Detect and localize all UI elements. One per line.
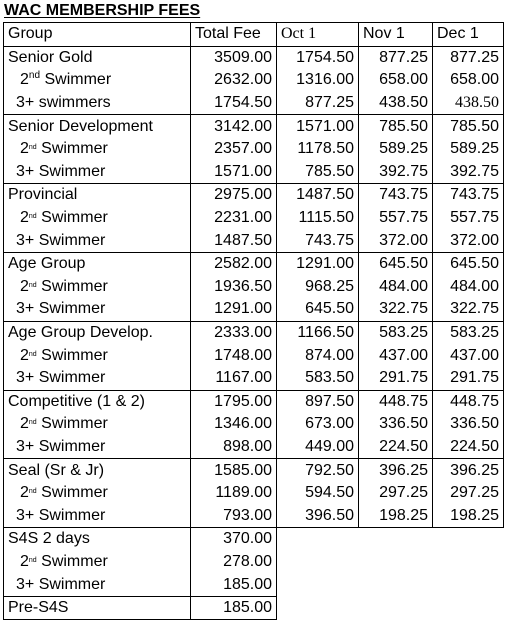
group-name-cell: Provincial (4, 184, 191, 207)
table-row (4, 161, 504, 184)
table-row (4, 482, 504, 505)
sub-tier-cell: 3+ Swimmer (4, 573, 191, 596)
total-fee-cell: 1936.50 (191, 276, 277, 299)
total-fee-cell: 1189.00 (191, 482, 277, 505)
group-name-cell: S4S 2 days (4, 528, 191, 551)
nov-1-cell: 743.75 (359, 184, 433, 207)
nov-1-cell: 785.50 (359, 115, 433, 138)
sub-tier-cell: 3+ Swimmer (4, 436, 191, 459)
nov-1-cell: 557.75 (359, 207, 433, 230)
table-row (4, 252, 504, 275)
nov-1-cell: 291.75 (359, 367, 433, 390)
total-fee-cell: 2333.00 (191, 321, 277, 344)
ordinal-suffix: nd (28, 419, 37, 427)
group-name-cell: Pre-S4S (4, 596, 191, 620)
table-row (4, 184, 504, 207)
ordinal-number: 2 (20, 277, 29, 295)
total-fee-cell: 3509.00 (191, 46, 277, 69)
table-row (4, 459, 504, 482)
empty-cell (359, 596, 433, 620)
ordinal-number: 2 (20, 484, 29, 502)
dec-1-cell: 372.00 (433, 229, 504, 252)
oct-1-cell: 897.50 (277, 390, 359, 413)
table-row (4, 298, 504, 321)
group-name-cell: Senior Development (4, 115, 191, 138)
ordinal-suffix: nd (28, 556, 37, 564)
header-total-fee: Total Fee (191, 23, 277, 47)
table-row (4, 504, 504, 527)
empty-cell (359, 551, 433, 574)
table-row (4, 573, 504, 596)
oct-1-cell: 1487.50 (277, 184, 359, 207)
oct-1-cell: 1316.00 (277, 69, 359, 92)
nov-1-cell: 877.25 (359, 46, 433, 69)
total-fee-cell: 1795.00 (191, 390, 277, 413)
fees-table (3, 22, 504, 620)
empty-cell (277, 573, 359, 596)
total-fee-cell: 1754.50 (191, 92, 277, 115)
empty-cell (277, 551, 359, 574)
dec-1-cell: 198.25 (433, 504, 504, 527)
swimmer-label: Swimmer (36, 277, 108, 295)
dec-1-cell: 392.75 (433, 161, 504, 184)
ordinal-suffix: nd (28, 281, 37, 289)
dec-1-cell: 297.25 (433, 482, 504, 505)
ordinal-number: 2 (20, 71, 29, 89)
oct-1-cell: 673.00 (277, 413, 359, 436)
ordinal-number: 2 (20, 415, 29, 433)
table-row (4, 115, 504, 138)
nov-1-cell: 322.75 (359, 298, 433, 321)
table-row (4, 92, 504, 115)
nov-1-cell: 589.25 (359, 138, 433, 161)
swimmer-label: Swimmer (36, 484, 108, 502)
dec-1-cell: 645.50 (433, 252, 504, 275)
ordinal-suffix: nd (28, 488, 37, 496)
swimmer-label: Swimmer (40, 71, 112, 89)
fees-table-body (4, 46, 504, 620)
total-fee-cell: 2357.00 (191, 138, 277, 161)
oct-1-cell: 1178.50 (277, 138, 359, 161)
swimmer-label: Swimmer (36, 415, 108, 433)
total-fee-cell: 278.00 (191, 551, 277, 574)
dec-1-cell: 224.50 (433, 436, 504, 459)
empty-cell (359, 573, 433, 596)
total-fee-cell: 2231.00 (191, 207, 277, 230)
sub-tier-cell: 3+ Swimmer (4, 504, 191, 527)
table-row (4, 138, 504, 161)
sub-tier-cell (4, 344, 191, 367)
table-row (4, 69, 504, 92)
swimmer-label: Swimmer (36, 552, 108, 570)
group-name-cell: Seal (Sr & Jr) (4, 459, 191, 482)
nov-1-cell: 372.00 (359, 229, 433, 252)
table-row (4, 436, 504, 459)
oct-1-cell: 645.50 (277, 298, 359, 321)
table-row (4, 528, 504, 551)
table-row (4, 276, 504, 299)
total-fee-cell: 185.00 (191, 596, 277, 620)
table-row (4, 344, 504, 367)
sub-tier-cell (4, 482, 191, 505)
sub-tier-cell (4, 551, 191, 574)
sub-tier-cell (4, 69, 191, 92)
group-name-cell: Competitive (1 & 2) (4, 390, 191, 413)
oct-1-cell: 396.50 (277, 504, 359, 527)
total-fee-cell: 2632.00 (191, 69, 277, 92)
empty-cell (433, 528, 504, 551)
oct-1-cell: 1291.00 (277, 252, 359, 275)
header-nov-1: Nov 1 (359, 23, 433, 47)
sub-tier-cell: 3+ Swimmer (4, 367, 191, 390)
group-name-cell: Age Group (4, 252, 191, 275)
group-name-cell: Senior Gold (4, 46, 191, 69)
swimmer-label: Swimmer (36, 346, 108, 364)
total-fee-cell: 1748.00 (191, 344, 277, 367)
empty-cell (433, 573, 504, 596)
header-dec-1: Dec 1 (433, 23, 504, 47)
nov-1-cell: 438.50 (359, 92, 433, 115)
sub-tier-cell (4, 413, 191, 436)
oct-1-cell: 968.25 (277, 276, 359, 299)
sub-tier-cell: 3+ Swimmer (4, 229, 191, 252)
table-row (4, 321, 504, 344)
oct-1-cell: 1754.50 (277, 46, 359, 69)
total-fee-cell: 898.00 (191, 436, 277, 459)
total-fee-cell: 1167.00 (191, 367, 277, 390)
total-fee-cell: 1571.00 (191, 161, 277, 184)
ordinal-suffix: nd (28, 70, 41, 82)
dec-1-cell: 437.00 (433, 344, 504, 367)
total-fee-cell: 185.00 (191, 573, 277, 596)
nov-1-cell: 396.25 (359, 459, 433, 482)
total-fee-cell: 1585.00 (191, 459, 277, 482)
nov-1-cell: 392.75 (359, 161, 433, 184)
oct-1-cell: 1571.00 (277, 115, 359, 138)
nov-1-cell: 224.50 (359, 436, 433, 459)
header-group: Group (4, 23, 191, 47)
table-row (4, 413, 504, 436)
oct-1-cell: 743.75 (277, 229, 359, 252)
dec-1-cell: 557.75 (433, 207, 504, 230)
dec-1-cell: 589.25 (433, 138, 504, 161)
dec-1-cell: 658.00 (433, 69, 504, 92)
page-title: WAC MEMBERSHIP FEES (4, 2, 201, 19)
nov-1-cell: 448.75 (359, 390, 433, 413)
swimmer-label: Swimmer (36, 140, 108, 158)
table-row (4, 390, 504, 413)
empty-cell (277, 528, 359, 551)
header-oct-1: Oct 1 (277, 23, 359, 47)
ordinal-number: 2 (20, 552, 29, 570)
total-fee-cell: 370.00 (191, 528, 277, 551)
dec-1-cell: 396.25 (433, 459, 504, 482)
total-fee-cell: 1487.50 (191, 229, 277, 252)
sub-tier-cell: 3+ Swimmer (4, 298, 191, 321)
oct-1-cell: 874.00 (277, 344, 359, 367)
table-row (4, 367, 504, 390)
group-name-cell: Age Group Develop. (4, 321, 191, 344)
sub-tier-cell (4, 276, 191, 299)
oct-1-cell: 449.00 (277, 436, 359, 459)
nov-1-cell: 645.50 (359, 252, 433, 275)
ordinal-number: 2 (20, 140, 29, 158)
oct-1-cell: 792.50 (277, 459, 359, 482)
table-row (4, 207, 504, 230)
dec-1-cell: 448.75 (433, 390, 504, 413)
dec-1-cell: 583.25 (433, 321, 504, 344)
oct-1-cell: 583.50 (277, 367, 359, 390)
total-fee-cell: 3142.00 (191, 115, 277, 138)
dec-1-cell: 785.50 (433, 115, 504, 138)
dec-1-cell: 322.75 (433, 298, 504, 321)
empty-cell (359, 528, 433, 551)
dec-1-cell: 438.50 (433, 92, 504, 115)
sub-tier-cell: 3+ swimmers (4, 92, 191, 115)
total-fee-cell: 793.00 (191, 504, 277, 527)
nov-1-cell: 297.25 (359, 482, 433, 505)
total-fee-cell: 1346.00 (191, 413, 277, 436)
nov-1-cell: 437.00 (359, 344, 433, 367)
oct-1-cell: 1115.50 (277, 207, 359, 230)
empty-cell (433, 596, 504, 620)
table-row (4, 551, 504, 574)
dec-1-cell: 743.75 (433, 184, 504, 207)
nov-1-cell: 658.00 (359, 69, 433, 92)
nov-1-cell: 198.25 (359, 504, 433, 527)
ordinal-suffix: nd (28, 213, 37, 221)
ordinal-number: 2 (20, 209, 29, 227)
ordinal-suffix: nd (28, 350, 37, 358)
ordinal-number: 2 (20, 346, 29, 364)
empty-cell (277, 596, 359, 620)
nov-1-cell: 484.00 (359, 276, 433, 299)
dec-1-cell: 877.25 (433, 46, 504, 69)
oct-1-cell: 594.50 (277, 482, 359, 505)
total-fee-cell: 2975.00 (191, 184, 277, 207)
dec-1-cell: 484.00 (433, 276, 504, 299)
nov-1-cell: 583.25 (359, 321, 433, 344)
ordinal-suffix: nd (28, 144, 37, 152)
sub-tier-cell: 3+ Swimmer (4, 161, 191, 184)
sub-tier-cell (4, 207, 191, 230)
total-fee-cell: 1291.00 (191, 298, 277, 321)
header-row (4, 23, 504, 47)
table-row (4, 596, 504, 620)
oct-1-cell: 877.25 (277, 92, 359, 115)
total-fee-cell: 2582.00 (191, 252, 277, 275)
oct-1-cell: 785.50 (277, 161, 359, 184)
table-row (4, 229, 504, 252)
empty-cell (433, 551, 504, 574)
table-row (4, 46, 504, 69)
swimmer-label: Swimmer (36, 209, 108, 227)
sub-tier-cell (4, 138, 191, 161)
oct-1-cell: 1166.50 (277, 321, 359, 344)
dec-1-cell: 336.50 (433, 413, 504, 436)
dec-1-cell: 291.75 (433, 367, 504, 390)
nov-1-cell: 336.50 (359, 413, 433, 436)
